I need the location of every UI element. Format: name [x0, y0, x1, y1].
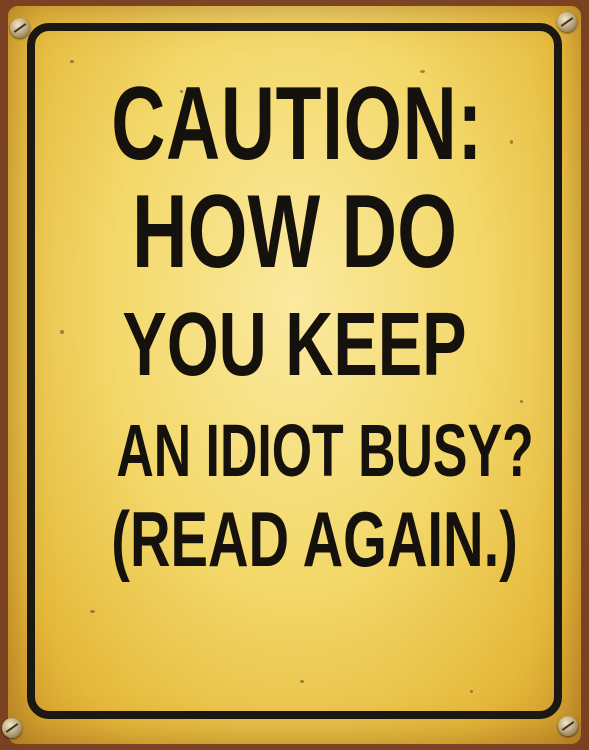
sign-line-caution: CAUTION: [111, 66, 484, 182]
screw-icon [10, 18, 30, 38]
screw-icon [558, 716, 578, 736]
screw-icon [2, 718, 22, 738]
sign-line-how-do: HOW DO [132, 174, 457, 290]
sign-line-read-again: (READ AGAIN.) [111, 495, 518, 583]
sign-line-you-keep: YOU KEEP [122, 295, 467, 395]
screw-icon [557, 12, 577, 32]
sign-text [40, 66, 549, 583]
sign-line-idiot-busy: AN IDIOT BUSY? [116, 409, 534, 492]
